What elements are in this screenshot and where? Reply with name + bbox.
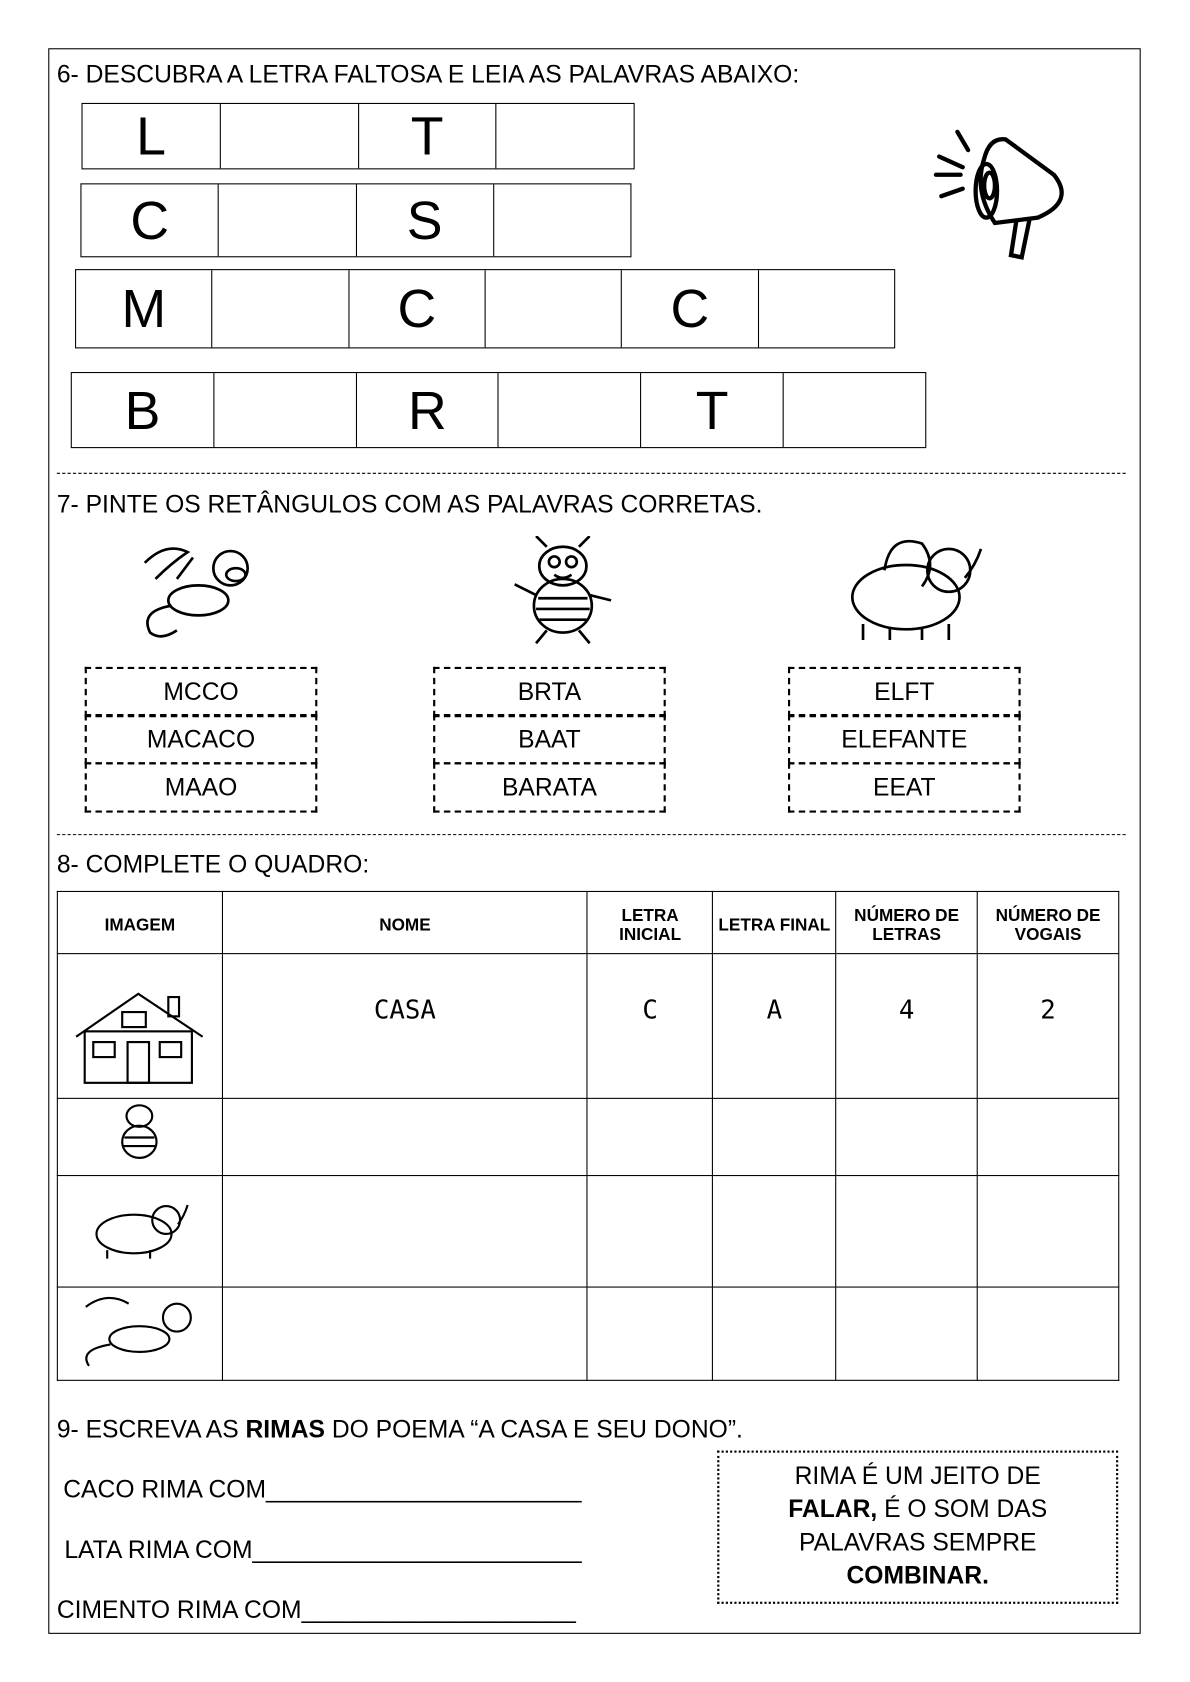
option-box[interactable]: ELFT xyxy=(788,666,1021,716)
letter-cell[interactable] xyxy=(486,270,623,347)
cell-input[interactable] xyxy=(977,1176,1118,1287)
cell-input[interactable] xyxy=(713,1176,836,1287)
letter-cell: C xyxy=(622,270,759,347)
elephant-image xyxy=(57,1176,222,1287)
letter-cell: B xyxy=(72,373,214,447)
letter-cell[interactable] xyxy=(213,270,350,347)
box-bold: FALAR, xyxy=(788,1494,878,1523)
q9-title-pre: 9- ESCREVA AS xyxy=(56,1415,246,1444)
letter-cell[interactable] xyxy=(784,373,925,447)
divider xyxy=(57,473,1126,474)
option-box[interactable]: MAAO xyxy=(85,762,318,812)
letter-cell[interactable] xyxy=(214,373,356,447)
option-box[interactable]: EEAT xyxy=(788,762,1021,812)
divider xyxy=(57,834,1126,835)
letter-cell[interactable] xyxy=(219,184,356,256)
cell-input[interactable] xyxy=(222,1287,587,1380)
header-imagem: IMAGEM xyxy=(57,891,222,953)
header-numero-letras: NÚMERO DE LETRAS xyxy=(836,891,977,953)
header-letra-inicial: LETRA INICIAL xyxy=(587,891,712,953)
cell-letra-inicial: C xyxy=(587,954,712,1099)
cell-input[interactable] xyxy=(587,1176,712,1287)
elephant-image xyxy=(842,533,992,646)
letter-cell: C xyxy=(349,270,486,347)
options-monkey xyxy=(85,669,318,812)
letter-cell: L xyxy=(83,104,221,168)
letter-row-1 xyxy=(81,103,634,169)
box-line xyxy=(719,1492,1116,1525)
option-box[interactable]: MACACO xyxy=(85,714,318,764)
cockroach-image xyxy=(504,536,622,649)
q6-title: 6- DESCUBRA A LETRA FALTOSA E LEIA AS PALAVRAS ABAIXO: xyxy=(56,60,800,88)
table-row xyxy=(57,1287,1118,1380)
options-elephant xyxy=(788,669,1021,812)
cell-input[interactable] xyxy=(977,1287,1118,1380)
q9-title-bold: RIMAS xyxy=(245,1415,325,1444)
header-nome: NOME xyxy=(222,891,587,953)
cell-nome: CASA xyxy=(222,954,587,1099)
word-table xyxy=(57,891,1119,1381)
letter-row-2 xyxy=(80,183,631,257)
rhyme-line-caco[interactable]: CACO RIMA COM_______________________ xyxy=(63,1475,582,1504)
option-box[interactable]: BRTA xyxy=(433,666,666,716)
monkey-image xyxy=(134,536,263,643)
cell-input[interactable] xyxy=(713,1098,836,1175)
option-box[interactable]: BARATA xyxy=(433,762,666,812)
options-cockroach xyxy=(433,669,666,812)
cell-input[interactable] xyxy=(587,1098,712,1175)
letter-row-3 xyxy=(75,269,895,348)
letter-cell: R xyxy=(357,373,499,447)
box-text: É O SOM DAS xyxy=(877,1494,1048,1523)
letter-cell[interactable] xyxy=(494,184,630,256)
box-line xyxy=(719,1559,1116,1592)
rhyme-definition-box xyxy=(717,1451,1118,1604)
header-numero-vogais: NÚMERO DE VOGAIS xyxy=(977,891,1118,953)
box-line: PALAVRAS SEMPRE xyxy=(798,1527,1037,1556)
q9-title-post: DO POEMA “A CASA E SEU DONO”. xyxy=(324,1415,743,1444)
letter-cell[interactable] xyxy=(499,373,641,447)
cell-input[interactable] xyxy=(836,1176,977,1287)
cell-input[interactable] xyxy=(222,1098,587,1175)
cell-letra-final: A xyxy=(713,954,836,1099)
letter-cell[interactable] xyxy=(759,270,894,347)
letter-cell: T xyxy=(641,373,783,447)
letter-cell[interactable] xyxy=(221,104,359,168)
table-row xyxy=(57,1176,1118,1287)
cell-input[interactable] xyxy=(836,1098,977,1175)
cell-numero-letras: 4 xyxy=(836,954,977,1099)
cockroach-image xyxy=(57,1098,222,1175)
table-row xyxy=(57,1098,1118,1175)
letter-cell: S xyxy=(356,184,493,256)
rhyme-line-cimento[interactable]: CIMENTO RIMA COM____________________ xyxy=(56,1595,576,1624)
box-bold: COMBINAR. xyxy=(846,1560,989,1589)
option-box[interactable]: ELEFANTE xyxy=(788,714,1021,764)
q8-title: 8- COMPLETE O QUADRO: xyxy=(56,850,370,879)
cell-numero-vogais: 2 xyxy=(977,954,1118,1099)
cell-input[interactable] xyxy=(222,1176,587,1287)
letter-cell: M xyxy=(76,270,213,347)
cell-input[interactable] xyxy=(977,1098,1118,1175)
cell-input[interactable] xyxy=(836,1287,977,1380)
house-image xyxy=(57,954,222,1099)
q9-title xyxy=(57,1415,743,1444)
letter-cell: C xyxy=(81,184,218,256)
letter-cell[interactable] xyxy=(497,104,634,168)
letter-cell: T xyxy=(359,104,497,168)
cell-input[interactable] xyxy=(713,1287,836,1380)
option-box[interactable]: BAAT xyxy=(433,714,666,764)
q7-title: 7- PINTE OS RETÂNGULOS COM AS PALAVRAS CORRETAS. xyxy=(56,489,763,518)
rhyme-line-lata[interactable]: LATA RIMA COM________________________ xyxy=(64,1535,582,1564)
megaphone-icon xyxy=(931,127,1076,266)
box-line: RIMA É UM JEITO DE xyxy=(794,1461,1041,1490)
option-box[interactable]: MCCO xyxy=(85,666,318,716)
table-row xyxy=(57,954,1118,1099)
monkey-image xyxy=(57,1287,222,1380)
letter-row-4 xyxy=(71,372,927,448)
header-letra-final: LETRA FINAL xyxy=(713,891,836,953)
cell-input[interactable] xyxy=(587,1287,712,1380)
